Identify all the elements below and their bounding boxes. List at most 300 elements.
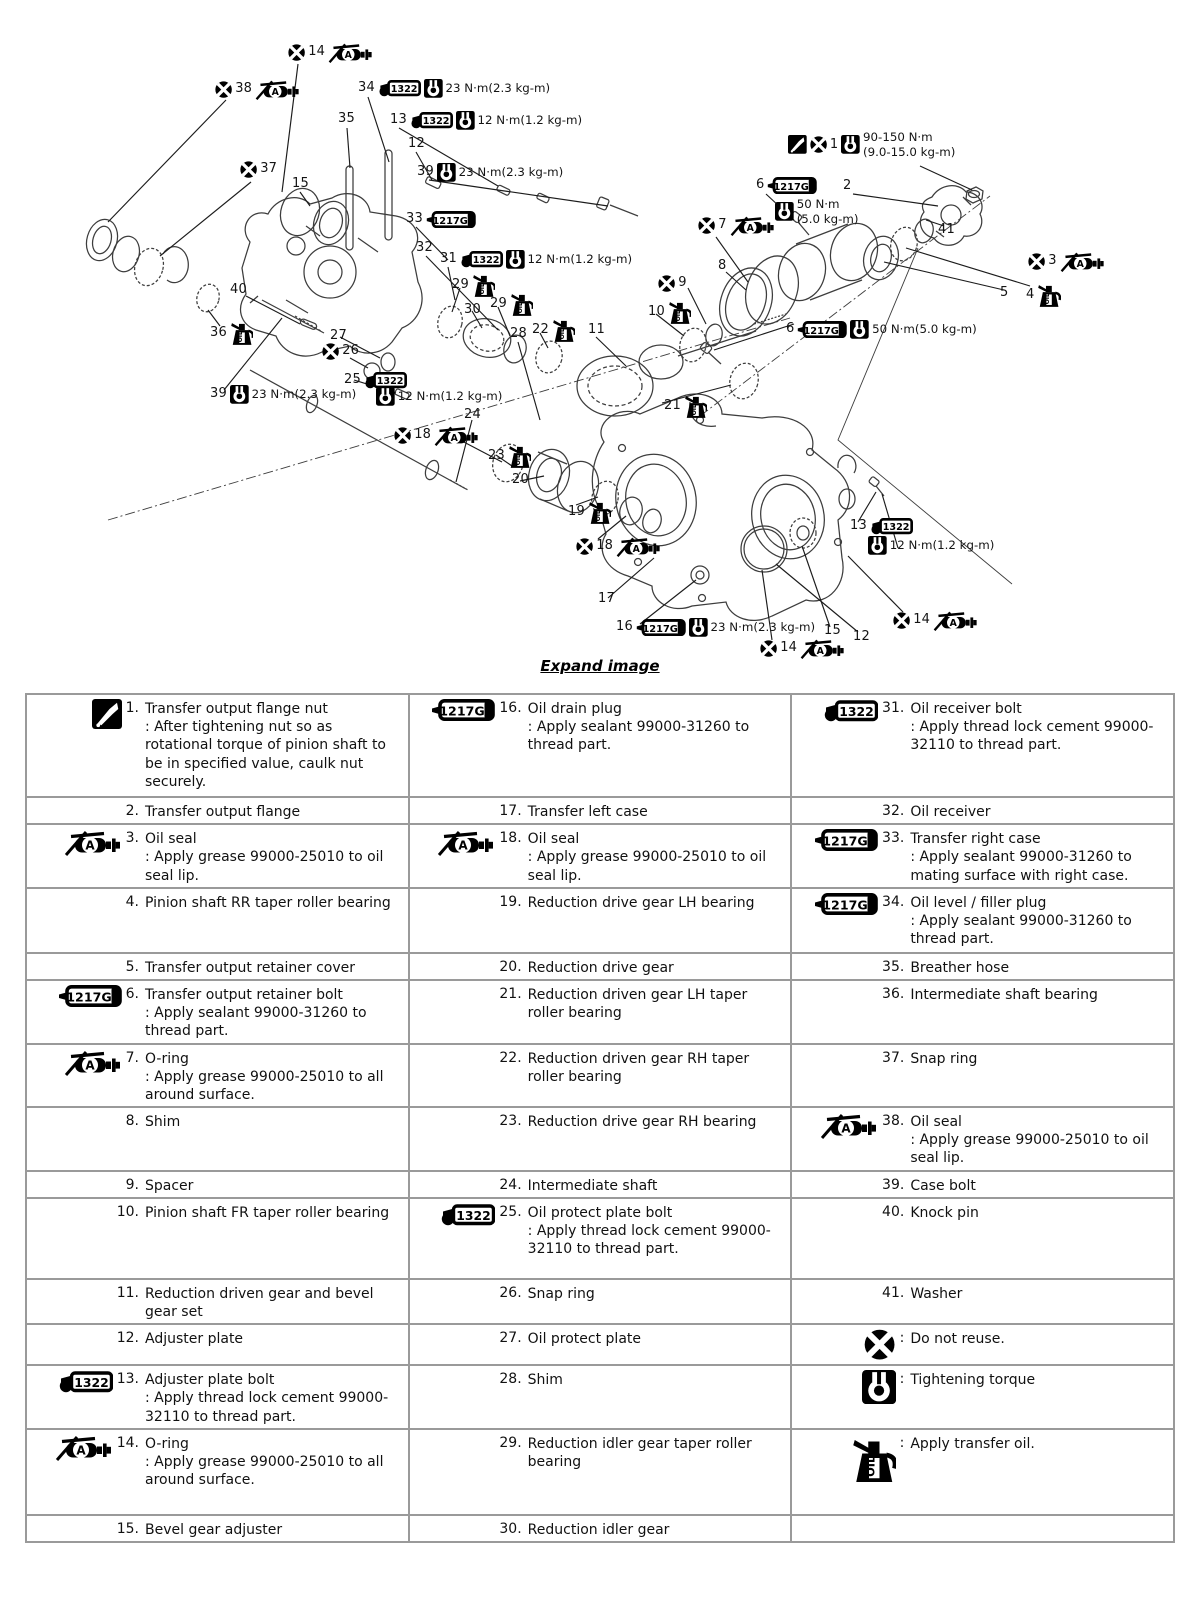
part-name: Do not reuse. [910, 1331, 1005, 1348]
part-name: Reduction idler gear [527, 1521, 670, 1538]
part-number: 24. [499, 1176, 522, 1193]
diagram-callout [1028, 251, 1105, 272]
do-not-reuse-icon [698, 217, 715, 234]
part-name: Intermediate shaft bearing [910, 986, 1098, 1003]
part-name: Reduction drive gear LH bearing [527, 894, 755, 911]
diagram-callout [416, 241, 433, 255]
diagram-callout [358, 79, 550, 98]
part-name: Transfer output retainer cover [145, 959, 355, 976]
tightening-torque-icon [841, 135, 860, 154]
part-cell [791, 1107, 1174, 1171]
diagram-callout [394, 425, 479, 446]
exploded-diagram-artwork [0, 0, 1200, 692]
part-note: : Apply thread lock cement 99000-32110 to thread part. [527, 1223, 771, 1258]
part-number: 2. [125, 803, 139, 819]
callout-number: 13 [390, 112, 407, 128]
grease-a-icon [933, 610, 978, 631]
expand-image-link[interactable]: Expand image [540, 657, 660, 675]
diagram-callout [775, 197, 858, 226]
do-not-reuse-icon [288, 44, 305, 61]
svg-text:1322: 1322 [882, 522, 910, 534]
diagram-callout [1000, 286, 1008, 300]
part-name: Spacer [145, 1177, 194, 1194]
diagram-callout [938, 223, 955, 237]
callout-number: 34 [358, 80, 375, 96]
svg-text:OIL: OIL [1045, 293, 1052, 305]
part-number: 33. [882, 830, 905, 847]
callout-number: 7 [718, 217, 727, 233]
diagram-callout [288, 42, 373, 63]
part-name: Pinion shaft RR taper roller bearing [145, 894, 391, 911]
parts-table [25, 693, 1175, 1543]
do-not-reuse-icon [394, 427, 411, 444]
part-number: 22. [499, 1049, 522, 1066]
oil-can-icon [552, 317, 575, 343]
part-cell [409, 797, 792, 824]
diagram-callout [322, 343, 359, 360]
part-name: Pinion shaft FR taper roller bearing [145, 1204, 390, 1221]
part-cell [26, 1171, 409, 1198]
diagram-callout [376, 387, 502, 406]
part-number: : [899, 1330, 905, 1347]
part-number: 28. [499, 1371, 522, 1388]
part-cell [791, 694, 1174, 797]
part-cell [26, 1429, 409, 1515]
callout-number: 37 [260, 161, 278, 177]
grease-a-icon [55, 1434, 113, 1461]
part-name: Oil drain plug [527, 701, 622, 717]
part-name: Oil receiver [910, 804, 991, 820]
part-note: : Apply grease 99000-25010 to oil seal lip. [910, 1132, 1149, 1167]
part-cell [791, 1279, 1174, 1324]
part-cell [409, 1107, 792, 1171]
part-name: Knock pin [910, 1204, 979, 1221]
part-number: 1. [125, 700, 139, 716]
part-cell [409, 980, 792, 1044]
callout-number: 27 [330, 328, 347, 343]
callout-number: 12 [408, 136, 425, 151]
table-row [26, 1515, 1174, 1542]
torque-spec: 23 N·m(2.3 kg-m) [445, 80, 551, 95]
diagram-callout [490, 291, 533, 317]
part-name: Snap ring [527, 1285, 595, 1302]
part-cell [791, 1171, 1174, 1198]
part-cell [791, 1429, 1174, 1515]
grease-a-icon [328, 42, 373, 63]
callout-number: 35 [338, 111, 355, 126]
table-row [26, 797, 1174, 824]
diagram-callout [512, 473, 529, 487]
torque-spec: 12 N·m(1.2 kg-m) [889, 537, 995, 552]
part-number: 32. [882, 803, 905, 819]
tightening-torque-icon [376, 387, 395, 406]
part-number: 15. [116, 1520, 139, 1537]
do-not-reuse-icon [240, 161, 257, 178]
torque-spec: 12 N·m(1.2 kg-m) [477, 112, 583, 127]
table-row [26, 953, 1174, 980]
diagram-callout [330, 329, 347, 343]
part-name: Transfer right case [910, 831, 1041, 848]
part-number: 9. [125, 1176, 139, 1193]
part-number: 29. [499, 1434, 522, 1451]
part-name: Transfer output retainer bolt [145, 986, 343, 1003]
grease-a-icon [64, 1049, 122, 1076]
svg-text:OIL: OIL [238, 331, 245, 343]
tightening-torque-icon [456, 111, 475, 130]
part-name: Oil seal [910, 1114, 962, 1131]
do-not-reuse-icon [322, 343, 339, 360]
part-cell [26, 1107, 409, 1171]
diagram-callout [338, 112, 355, 126]
svg-text:1217G: 1217G [439, 703, 486, 719]
svg-text:1217G: 1217G [432, 215, 468, 227]
thread-lock-1322-icon [378, 79, 421, 97]
part-cell [26, 694, 409, 797]
diagram-callout [1026, 282, 1061, 308]
oil-can-icon [230, 320, 253, 346]
callout-number: 11 [588, 322, 605, 337]
callout-number: 20 [512, 472, 529, 487]
svg-text:A: A [632, 544, 641, 556]
part-number: : [899, 1371, 905, 1388]
do-not-reuse-icon [760, 640, 777, 657]
diagram-callout [408, 137, 425, 151]
diagram-callout [440, 250, 632, 269]
part-number: 21. [499, 985, 522, 1002]
part-name: Oil seal [145, 831, 197, 848]
oil-can-icon [668, 299, 691, 325]
part-number: 7. [125, 1049, 139, 1066]
svg-text:A: A [458, 838, 469, 853]
diagram-callout [240, 161, 277, 178]
part-number: 18. [499, 830, 522, 847]
table-row [26, 1429, 1174, 1515]
part-name: Reduction driven gear and bevel gear set [145, 1285, 374, 1320]
thread-lock-1322-icon [460, 250, 503, 268]
part-cell [791, 1365, 1174, 1429]
diagram-callout [292, 177, 309, 191]
part-name: Washer [910, 1285, 963, 1302]
svg-text:A: A [84, 1058, 95, 1073]
oil-can-icon [510, 291, 533, 317]
part-number: 20. [499, 958, 522, 975]
tightening-torque-icon [689, 618, 708, 637]
svg-text:A: A [344, 50, 353, 62]
tightening-torque-icon [850, 320, 869, 339]
callout-number: 29 [490, 295, 507, 311]
grease-a-icon [64, 829, 122, 856]
callout-number: 14 [780, 640, 798, 656]
table-row [26, 824, 1174, 888]
part-name: Oil seal [527, 831, 580, 848]
grease-a-icon [1060, 251, 1105, 272]
svg-text:A: A [271, 87, 280, 99]
caulk-nut-icon [788, 135, 807, 154]
svg-text:A: A [1076, 259, 1084, 271]
diagram-callout [230, 283, 247, 297]
svg-text:A: A [84, 838, 95, 853]
callout-number: 23 [488, 447, 505, 463]
part-name: Shim [145, 1114, 181, 1131]
part-number: 38. [882, 1113, 905, 1130]
do-not-reuse-icon [1028, 253, 1045, 270]
svg-text:1217G: 1217G [822, 897, 868, 913]
callout-number: 32 [416, 240, 433, 255]
callout-number: 18 [414, 427, 432, 443]
svg-text:1217G: 1217G [822, 833, 868, 849]
part-name: Reduction driven gear RH taper roller bearing [527, 1050, 750, 1085]
svg-text:OIL: OIL [863, 1455, 878, 1477]
diagram-callout [210, 320, 253, 346]
tightening-torque-icon [862, 1370, 896, 1404]
svg-text:A: A [949, 618, 958, 630]
diagram-callout [532, 317, 575, 343]
sealant-1217g-icon [814, 829, 878, 851]
callout-number: 33 [406, 211, 423, 227]
part-cell [409, 1324, 792, 1365]
diagram-callout [893, 610, 978, 631]
do-not-reuse-icon [893, 612, 910, 629]
grease-a-icon [616, 536, 661, 557]
callout-number: 21 [664, 397, 681, 413]
part-cell [791, 824, 1174, 888]
sealant-1217g-icon [58, 985, 122, 1007]
part-number: 16. [499, 700, 522, 716]
diagram-callout [756, 177, 817, 194]
table-row [26, 1107, 1174, 1171]
part-cell [409, 1044, 792, 1108]
diagram-callout [210, 385, 356, 404]
part-cell [26, 888, 409, 953]
table-row [26, 1365, 1174, 1429]
part-name: Bevel gear adjuster [145, 1521, 283, 1538]
svg-text:1322: 1322 [73, 1375, 109, 1391]
part-number: 3. [125, 830, 139, 847]
part-cell [791, 888, 1174, 953]
callout-number: 26 [342, 343, 360, 359]
grease-a-icon [437, 829, 495, 856]
diagram-callout [648, 299, 691, 325]
part-cell [409, 694, 792, 797]
diagram-callout [588, 323, 605, 337]
do-not-reuse-icon [864, 1329, 895, 1360]
do-not-reuse-icon [215, 81, 232, 98]
part-cell [26, 824, 409, 888]
diagram-callout [488, 443, 531, 469]
callout-number: 39 [210, 386, 227, 402]
part-number: 23. [499, 1113, 522, 1130]
diagram-callout [576, 536, 661, 557]
diagram-callout [417, 163, 563, 182]
part-cell [26, 1365, 409, 1429]
part-cell [26, 1044, 409, 1108]
callout-number: 16 [616, 619, 633, 635]
part-number: 37. [882, 1049, 905, 1066]
svg-text:A: A [816, 646, 825, 658]
part-number: 13. [116, 1371, 139, 1388]
part-cell [26, 1198, 409, 1279]
oil-can-icon [1037, 282, 1060, 308]
svg-text:OIL: OIL [560, 328, 567, 340]
part-number: 41. [882, 1284, 905, 1301]
part-name: Tightening torque [910, 1372, 1036, 1389]
part-number: 35. [882, 958, 905, 975]
part-note: : Apply sealant 99000-31260 to mating surface with right case. [910, 849, 1132, 884]
tightening-torque-icon [424, 79, 443, 98]
part-name: Oil level / filler plug [910, 894, 1047, 911]
part-note: : Apply thread lock cement 99000-32110 to thread part. [910, 719, 1154, 754]
diagram-callout [698, 215, 775, 236]
svg-text:1322: 1322 [472, 255, 500, 267]
part-name: Apply transfer oil. [910, 1435, 1035, 1452]
part-cell [26, 980, 409, 1044]
caulk-nut-icon [92, 699, 122, 729]
thread-lock-1322-icon [440, 1203, 495, 1226]
part-cell [791, 980, 1174, 1044]
part-cell [26, 953, 409, 980]
part-number: 30. [499, 1520, 522, 1537]
diagram-callout [850, 517, 913, 535]
tightening-torque-icon [437, 163, 456, 182]
part-name: Reduction idler gear taper roller bearing [527, 1435, 752, 1470]
svg-text:1322: 1322 [839, 704, 874, 719]
thread-lock-1322-icon [410, 111, 453, 129]
callout-number: 6 [786, 321, 795, 337]
exploded-view-diagram [0, 0, 1200, 692]
grease-a-icon [820, 1112, 878, 1139]
part-cell [409, 1279, 792, 1324]
oil-can-icon [684, 393, 707, 419]
diagram-callout [215, 79, 300, 100]
tightening-torque-icon [230, 385, 249, 404]
callout-number: 12 [853, 629, 870, 644]
callout-number: 2 [843, 178, 852, 193]
callout-number: 10 [648, 303, 665, 319]
part-cell [409, 1515, 792, 1542]
part-cell [409, 1198, 792, 1279]
svg-text:OIL: OIL [518, 302, 525, 314]
part-number: 17. [499, 803, 522, 819]
table-row [26, 694, 1174, 797]
table-row [26, 1044, 1174, 1108]
svg-text:OIL: OIL [480, 283, 487, 295]
callout-number: 15 [292, 176, 309, 191]
callout-number: 25 [344, 371, 361, 387]
part-cell [409, 1171, 792, 1198]
part-name: Snap ring [910, 1050, 978, 1067]
part-name: Transfer output flange [145, 804, 301, 820]
tightening-torque-icon [868, 536, 887, 555]
tightening-torque-icon [506, 250, 525, 269]
diagram-callout [786, 320, 977, 339]
diagram-callout [464, 303, 481, 317]
part-cell [791, 1198, 1174, 1279]
callout-number: 29 [452, 276, 469, 292]
part-number: 19. [499, 893, 522, 910]
part-name: Adjuster plate bolt [145, 1372, 275, 1389]
svg-text:A: A [746, 223, 754, 235]
svg-text:1217G: 1217G [803, 325, 840, 337]
diagram-callout [390, 111, 582, 130]
part-note: : Apply grease 99000-25010 to all around surface. [145, 1068, 384, 1103]
torque-spec: 50 N·m(5.0 kg-m) [872, 321, 977, 336]
callout-number: 28 [510, 326, 527, 341]
table-row [26, 888, 1174, 953]
part-number: 25. [499, 1203, 522, 1220]
part-number: 11. [116, 1284, 139, 1301]
svg-text:OIL: OIL [596, 510, 603, 522]
part-number: 10. [116, 1203, 139, 1220]
part-note: : Apply grease 99000-25010 to oil seal lip. [527, 849, 767, 884]
part-name: Reduction drive gear [527, 959, 674, 976]
callout-number: 36 [210, 324, 227, 340]
part-note: : Apply grease 99000-25010 to all around surface. [145, 1453, 384, 1489]
empty-cell [791, 1515, 1174, 1542]
svg-text:A: A [76, 1443, 86, 1458]
sealant-1217g-icon [431, 699, 495, 721]
part-cell [409, 1429, 792, 1515]
part-cell [409, 1365, 792, 1429]
oil-can-icon [851, 1434, 896, 1484]
grease-a-icon [255, 79, 300, 100]
do-not-reuse-icon [576, 538, 593, 555]
callout-number: 5 [1000, 285, 1009, 300]
svg-text:A: A [450, 433, 459, 445]
part-number: 40. [882, 1203, 905, 1220]
svg-text:OIL: OIL [676, 310, 683, 322]
part-number: 31. [882, 700, 905, 716]
torque-spec: 23 N·m(2.3 kg-m) [710, 619, 816, 634]
callout-number: 8 [718, 258, 727, 273]
diagram-callout [406, 211, 476, 228]
diagram-callout [510, 327, 527, 341]
callout-number: 39 [417, 164, 434, 180]
callout-number: 22 [532, 321, 549, 337]
diagram-callout [718, 259, 726, 273]
diagram-callout [843, 179, 851, 193]
callout-number: 15 [824, 623, 841, 638]
grease-a-icon [730, 215, 775, 236]
table-row [26, 1324, 1174, 1365]
callout-number: 14 [913, 612, 931, 628]
part-name: Oil receiver bolt [910, 701, 1022, 717]
part-name: Transfer output flange nut [145, 701, 328, 717]
diagram-callout [568, 499, 611, 525]
callout-number: 41 [938, 222, 955, 237]
part-name: Breather hose [910, 959, 1010, 976]
table-row [26, 1171, 1174, 1198]
part-number: 34. [882, 893, 905, 910]
sealant-1217g-icon [636, 619, 686, 636]
callout-number: 17 [598, 591, 615, 606]
diagram-callout [452, 272, 495, 298]
part-name: O-ring [145, 1050, 189, 1067]
svg-text:1322: 1322 [390, 84, 418, 96]
thread-lock-1322-icon [823, 699, 878, 722]
part-cell [26, 1324, 409, 1365]
sealant-1217g-icon [767, 177, 817, 194]
part-number: 4. [125, 893, 139, 910]
oil-can-icon [508, 443, 531, 469]
part-number: 26. [499, 1284, 522, 1301]
part-cell [791, 797, 1174, 824]
part-number: 27. [499, 1330, 522, 1347]
part-cell [791, 1324, 1174, 1365]
sealant-1217g-icon [797, 321, 847, 338]
expand-image-row [0, 656, 1200, 675]
part-note: : Apply grease 99000-25010 to oil seal lip. [145, 849, 384, 884]
diagram-callout [658, 275, 687, 292]
